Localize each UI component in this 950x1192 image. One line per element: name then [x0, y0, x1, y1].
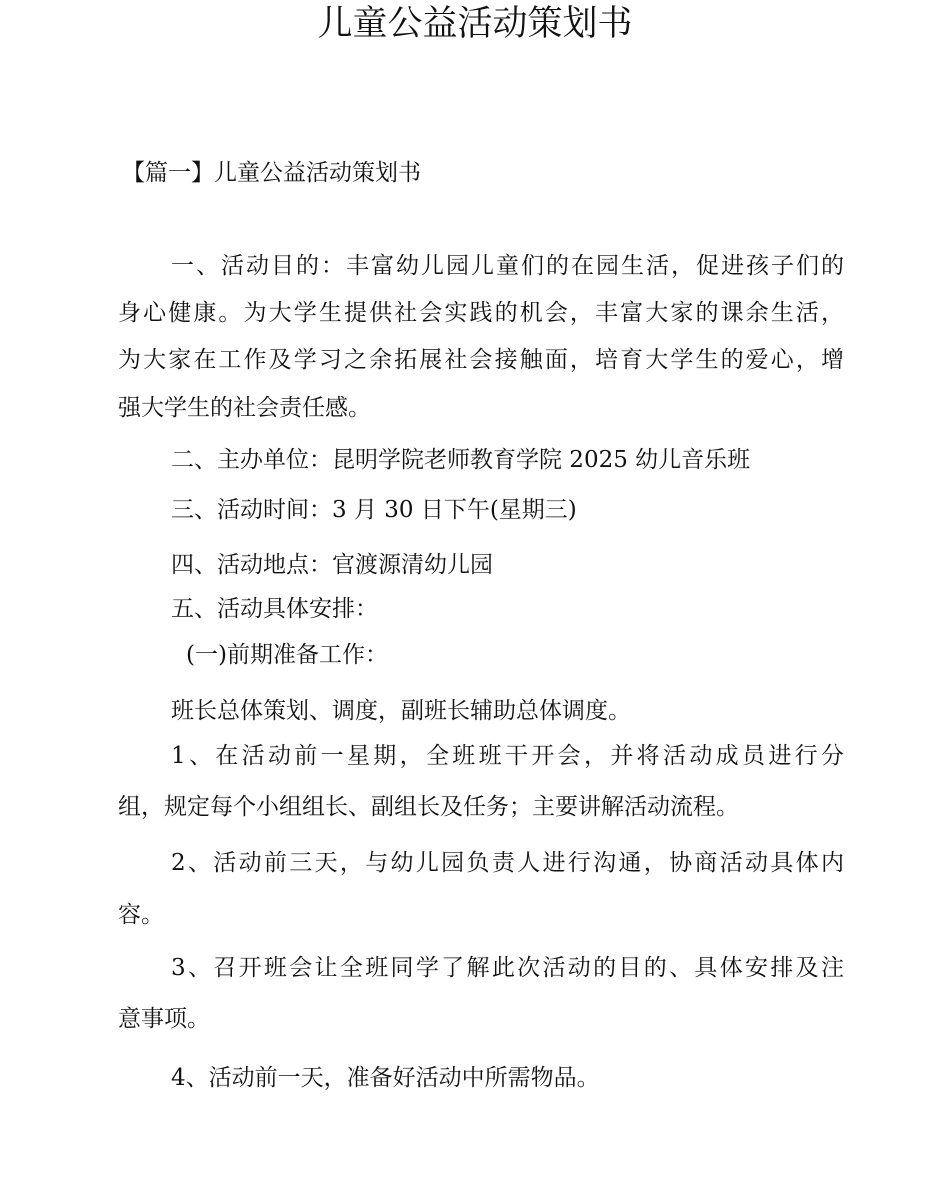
document-title: 儿童公益活动策划书	[317, 4, 633, 44]
purpose-line-2: 身心健康。为大学生提供社会实践的机会，丰富大家的课余生活，	[118, 300, 844, 326]
item1-line-2: 组，规定每个小组组长、副组长及任务；主要讲解活动流程。	[118, 794, 739, 820]
subsection-line: (一)前期准备工作：	[186, 642, 388, 668]
monitor-note-line: 班长总体策划、调度，副班长辅助总体调度。	[171, 698, 631, 724]
item1-line-1: 1、在活动前一星期，全班班干开会，并将活动成员进行分	[171, 743, 844, 769]
purpose-line-3: 为大家在工作及学习之余拓展社会接触面，培育大学生的爱心，增	[118, 347, 844, 373]
location-line: 四、活动地点：官渡源清幼儿园	[171, 552, 493, 578]
organizer-line: 二、主办单位：昆明学院老师教育学院 2025 幼儿音乐班	[171, 447, 751, 473]
arrangement-line: 五、活动具体安排：	[171, 596, 378, 622]
item3-line-2: 意事项。	[118, 1006, 210, 1032]
time-line: 三、活动时间：3 月 30 日下午(星期三)	[171, 497, 577, 523]
purpose-line-1: 一、活动目的：丰富幼儿园儿童们的在园生活，促进孩子们的	[171, 253, 844, 279]
purpose-line-4: 强大学生的社会责任感。	[118, 395, 371, 421]
item4-line: 4、活动前一天，准备好活动中所需物品。	[171, 1065, 600, 1091]
item3-line-1: 3、召开班会让全班同学了解此次活动的目的、具体安排及注	[171, 955, 844, 981]
item2-line-1: 2、活动前三天，与幼儿园负责人进行沟通，协商活动具体内	[171, 850, 844, 876]
item2-line-2: 容。	[118, 902, 164, 928]
section-heading: 【篇一】儿童公益活动策划书	[122, 160, 421, 186]
